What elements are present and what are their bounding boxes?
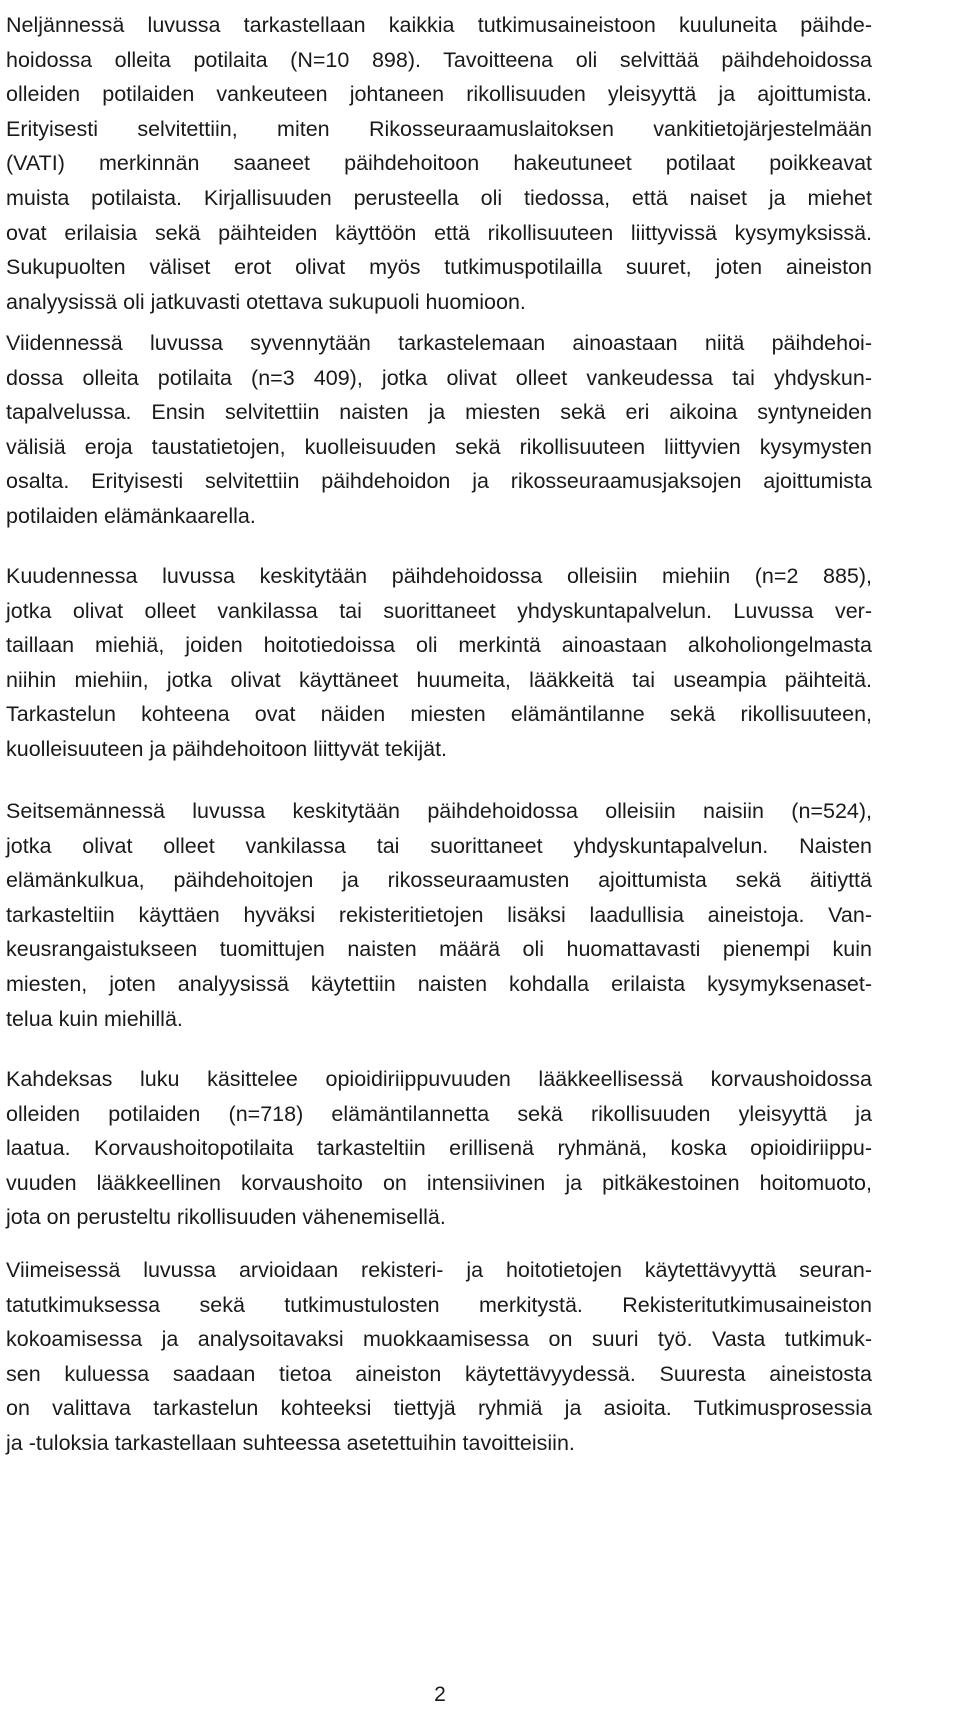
- text-line: tatutkimuksessa sekä tutkimustulosten merkitystä. Rekisteritutkimusaineiston: [6, 1292, 872, 1317]
- text-line: jotka olivat olleet vankilassa tai suorittaneet yhdyskuntapalvelun. Naisten: [6, 833, 872, 858]
- text-line: taillaan miehiä, joiden hoitotiedoissa oli merkintä ainoastaan alkoholiongelmasta: [6, 633, 872, 658]
- text-line: on valittava tarkastelun kohteeksi tiettyjä ryhmiä ja asioita. Tutkimusprosessia: [6, 1396, 872, 1421]
- text-line: sen kuluessa saadaan tietoa aineiston käytettävyydessä. Suuresta aineistosta: [6, 1361, 872, 1386]
- text-line: telua kuin miehillä.: [6, 1006, 183, 1031]
- page-number: 2: [434, 1683, 446, 1706]
- text-line: Seitsemännessä luvussa keskitytään päihdehoidossa olleisiin naisiin (n=524),: [6, 799, 872, 823]
- text-line: Sukupuolten väliset erot olivat myös tutkimuspotilailla suuret, joten aineiston: [6, 255, 872, 280]
- text-line: jota on perusteltu rikollisuuden vähenemisellä.: [6, 1205, 446, 1230]
- text-line: vuuden lääkkeellinen korvaushoito on intensiivinen ja pitkäkestoinen hoitomuoto,: [6, 1170, 872, 1195]
- text-line: olleiden potilaiden vankeuteen johtaneen rikollisuuden yleisyyttä ja ajoittumista.: [6, 82, 872, 107]
- text-line: Kahdeksas luku käsittelee opioidiriippuvuuden lääkkeellisessä korvaushoidossa: [6, 1067, 872, 1091]
- text-line: tarkasteltiin käyttäen hyväksi rekisteritietojen lisäksi laadullisia aineistoja. Van-: [6, 902, 872, 927]
- text-line: analyysissä oli jatkuvasti otettava sukupuoli huomioon.: [6, 289, 526, 314]
- text-line: (VATI) merkinnän saaneet päihdehoitoon hakeutuneet potilaat poikkeavat: [6, 151, 872, 176]
- text-line: muista potilaista. Kirjallisuuden perusteella oli tiedossa, että naiset ja miehet: [6, 186, 872, 210]
- text-line: kuolleisuuteen ja päihdehoitoon liittyvät tekijät.: [6, 737, 448, 761]
- text-line: ovat erilaisia sekä päihteiden käyttöön että rikollisuuteen liittyvissä kysymyksissä.: [6, 220, 872, 245]
- text-line: Neljännessä luvussa tarkastellaan kaikkia tutkimusaineistoon kuuluneita päihde-: [6, 13, 872, 37]
- text-line: hoidossa olleita potilaita (N=10 898). Tavoitteena oli selvittää päihdehoidossa: [6, 47, 872, 72]
- text-line: miesten, joten analyysissä käytettiin naisten kohdalla erilaista kysymyksenaset-: [6, 972, 872, 996]
- text-line: Tarkastelun kohteena ovat näiden miesten elämäntilanne sekä rikollisuuteen,: [6, 702, 872, 727]
- text-line: elämänkulkua, päihdehoitojen ja rikosseuraamusten ajoittumista sekä äitiyttä: [6, 868, 872, 893]
- text-line: osalta. Erityisesti selvitettiin päihdehoidon ja rikosseuraamusjaksojen ajoittumista: [6, 469, 872, 494]
- text-line: laatua. Korvaushoitopotilaita tarkasteltiin erillisenä ryhmänä, koska opioidiriippu-: [6, 1136, 872, 1161]
- text-line: potilaiden elämänkaarella.: [6, 504, 256, 528]
- text-line: keusrangaistukseen tuomittujen naisten määrä oli huomattavasti pienempi kuin: [6, 937, 872, 962]
- text-line: ja -tuloksia tarkastellaan suhteessa asetettuihin tavoitteisiin.: [6, 1431, 575, 1455]
- text-line: Erityisesti selvitettiin, miten Rikosseuraamuslaitoksen vankitietojärjestelmään: [6, 116, 872, 141]
- text-line: tapalvelussa. Ensin selvitettiin naisten ja miesten sekä eri aikoina syntyneiden: [6, 400, 872, 425]
- text-line: olleiden potilaiden (n=718) elämäntilannetta sekä rikollisuuden yleisyyttä ja: [6, 1101, 872, 1126]
- text-line: Viidennessä luvussa syvennytään tarkastelemaan ainoastaan niitä päihdehoi-: [6, 331, 872, 355]
- text-line: niihin miehiin, jotka olivat käyttäneet huumeita, lääkkeitä tai useampia päihteitä.: [6, 667, 872, 692]
- text-line: Viimeisessä luvussa arvioidaan rekisteri- ja hoitotietojen käytettävyyttä seuran-: [6, 1258, 872, 1282]
- text-line: kokoamisessa ja analysoitavaksi muokkaamisessa on suuri työ. Vasta tutkimuk-: [6, 1327, 872, 1352]
- text-line: välisiä eroja taustatietojen, kuolleisuuden sekä rikollisuuteen liittyvien kysymysten: [6, 434, 872, 459]
- text-line: jotka olivat olleet vankilassa tai suorittaneet yhdyskuntapalvelun. Luvussa ver-: [6, 598, 872, 623]
- text-line: dossa olleita potilaita (n=3 409), jotka olivat olleet vankeudessa tai yhdyskun-: [6, 365, 872, 390]
- text-line: Kuudennessa luvussa keskitytään päihdehoidossa olleisiin miehiin (n=2 885),: [6, 564, 872, 588]
